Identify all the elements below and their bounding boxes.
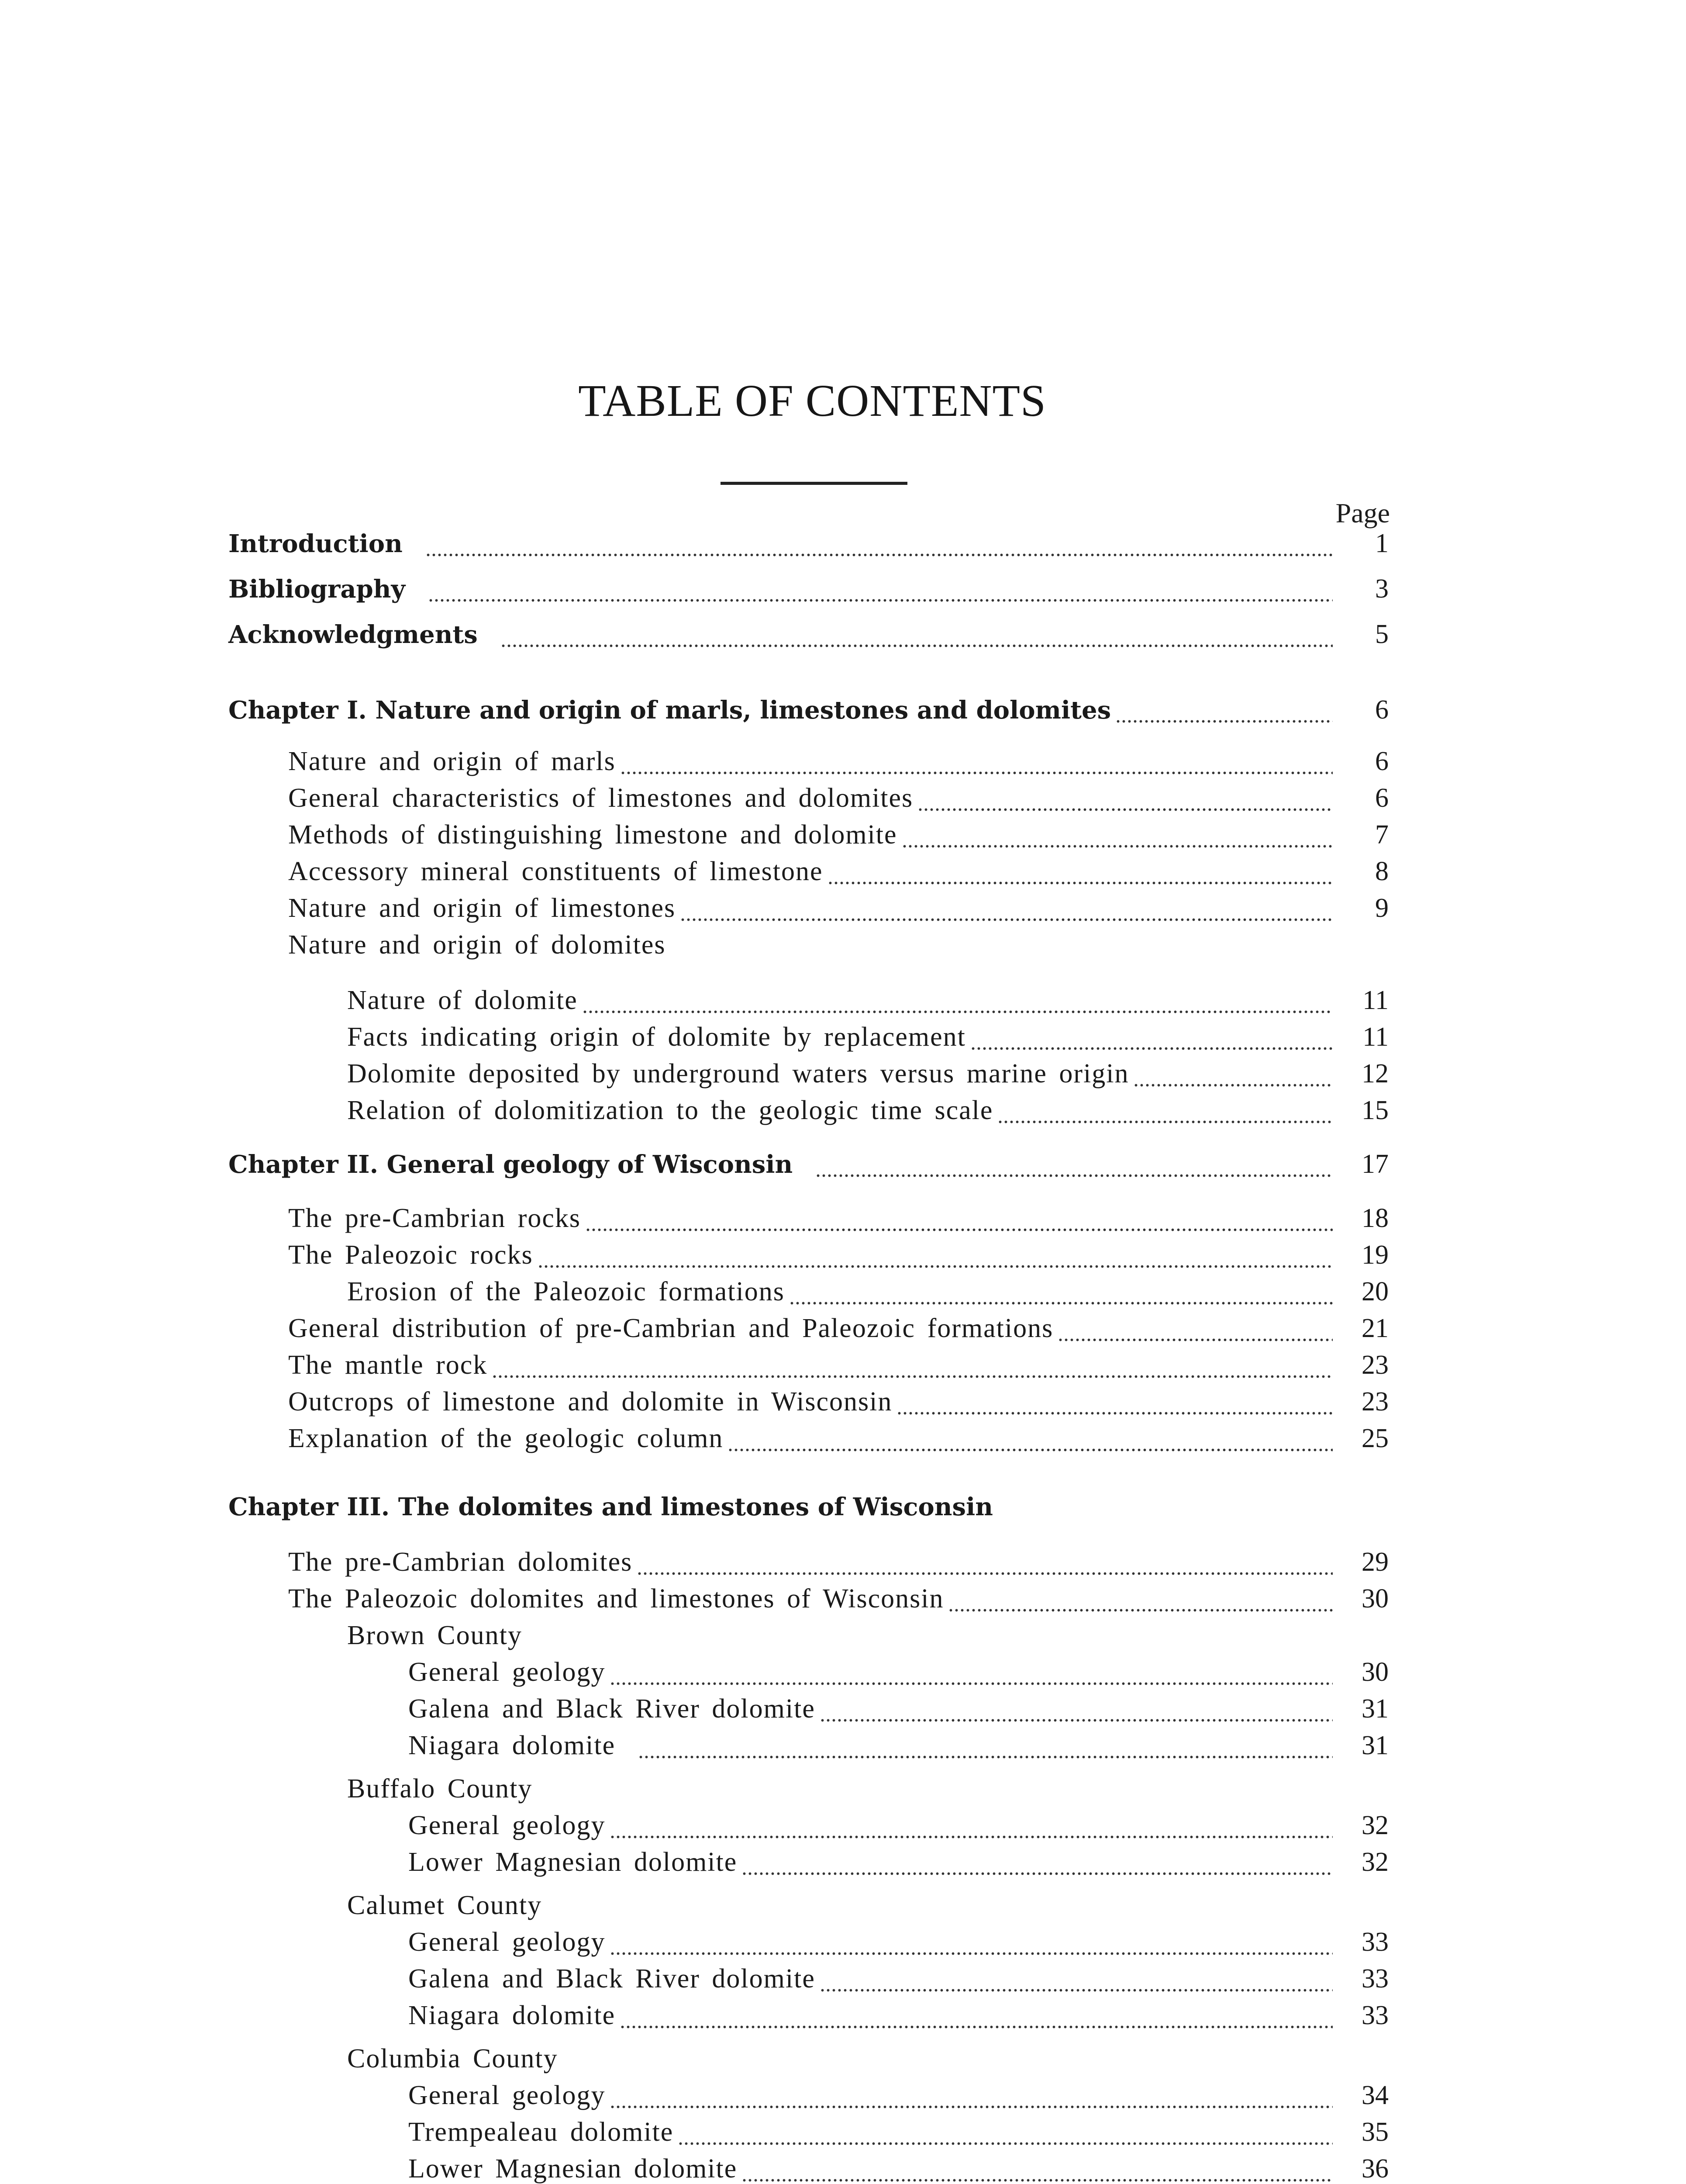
toc-entry-label: Accessory mineral constituents of limestone: [288, 857, 823, 886]
toc-entry-page-number: 3: [1375, 574, 1389, 604]
toc-entry: [408, 1844, 1389, 1880]
toc-entry-label: Buffalo County: [347, 1774, 533, 1804]
toc-entry-page-number: 18: [1362, 1203, 1389, 1233]
toc-entry-label: Calumet County: [347, 1890, 542, 1920]
dot-leader: [997, 1119, 1333, 1129]
toc-entry-label: The pre-Cambrian dolomites: [288, 1547, 633, 1577]
toc-entry-label: Niagara dolomite: [408, 2001, 616, 2030]
toc-entry-label: Nature and origin of marls: [288, 746, 616, 776]
toc-entry-label: General distribution of pre-Cambrian and Paleozoic formations: [288, 1313, 1054, 1343]
dot-leader: [741, 2177, 1333, 2184]
toc-entry-label: Chapter III. The dolomites and limestones of Wisconsin: [228, 1493, 993, 1521]
dot-leader: [638, 1754, 1333, 1764]
toc-entry-page-number: 6: [1375, 783, 1389, 813]
toc-entry-label: Facts indicating origin of dolomite by replacement: [347, 1022, 966, 1052]
toc-entry-page-number: 31: [1362, 1731, 1389, 1760]
toc-entry-page-number: 32: [1362, 1811, 1389, 1840]
dot-leader: [610, 2104, 1333, 2114]
toc-entry: [288, 1383, 1389, 1420]
toc-entry: [347, 1092, 1389, 1129]
toc-entry-page-number: 23: [1362, 1387, 1389, 1417]
dot-leader: [500, 643, 1333, 653]
dot-leader: [1058, 1337, 1333, 1347]
toc-entry: [288, 816, 1389, 853]
toc-entry-page-number: 20: [1362, 1277, 1389, 1306]
toc-entry-label: Chapter II. General geology of Wisconsin: [228, 1150, 793, 1179]
dot-leader: [820, 1717, 1333, 1727]
toc-entry-label: Nature of dolomite: [347, 985, 578, 1015]
toc-entry-label: Galena and Black River dolomite: [408, 1964, 815, 1994]
toc-entry: [347, 1887, 1389, 1924]
toc-entry: [288, 1544, 1389, 1580]
toc-entry-page-number: 7: [1375, 820, 1389, 850]
dot-leader: [428, 598, 1333, 607]
toc-entry-label: Relation of dolomitization to the geologic time scale: [347, 1095, 993, 1125]
dot-leader: [680, 917, 1333, 926]
dot-leader: [585, 1227, 1333, 1237]
toc-entry-label: Outcrops of limestone and dolomite in Wisconsin: [288, 1387, 893, 1417]
toc-entry: [288, 1200, 1389, 1237]
toc-entry: [408, 1690, 1389, 1727]
dot-leader: [727, 1447, 1333, 1457]
toc-entry: [288, 1580, 1389, 1617]
toc-entry-page-number: 33: [1362, 1927, 1389, 1957]
toc-entry-label: Introduction: [228, 529, 403, 558]
toc-entry: [288, 1420, 1389, 1457]
dot-leader: [789, 1300, 1333, 1310]
toc-entry: [288, 1237, 1389, 1273]
toc-entry-page-number: 6: [1375, 695, 1389, 725]
dot-leader: [582, 1009, 1333, 1019]
toc-entry: [228, 616, 1389, 653]
dot-leader: [815, 1173, 1333, 1182]
toc-entry: [288, 1347, 1389, 1383]
toc-entry: [347, 2040, 1389, 2077]
toc-entry: [347, 1019, 1389, 1055]
toc-entry-label: General characteristics of limestones and dolomites: [288, 783, 914, 813]
toc-entry-label: Nature and origin of limestones: [288, 893, 676, 923]
toc-entry-page-number: 32: [1362, 1847, 1389, 1877]
toc-entry-label: Bibliography: [228, 575, 406, 604]
toc-entry-label: General geology: [408, 1811, 606, 1840]
toc-entry: [347, 1770, 1389, 1807]
toc-entry-label: Methods of distinguishing limestone and dolomite: [288, 820, 897, 850]
toc-entry-label: Chapter I. Nature and origin of marls, limestones and dolomites: [228, 696, 1111, 725]
toc-entry-page-number: 23: [1362, 1350, 1389, 1380]
toc-entry-label: General geology: [408, 2080, 606, 2110]
dot-leader: [1115, 719, 1333, 728]
toc-entry-page-number: 33: [1362, 2001, 1389, 2030]
toc-entry-label: The mantle rock: [288, 1350, 488, 1380]
toc-entry: [288, 743, 1389, 780]
dot-leader: [637, 1571, 1333, 1580]
toc-entry-label: The pre-Cambrian rocks: [288, 1203, 581, 1233]
toc-entry: [288, 1310, 1389, 1347]
toc-entry: [228, 570, 1389, 607]
toc-entry: [228, 691, 1389, 728]
toc-entry-label: Explanation of the geologic column: [288, 1424, 724, 1453]
dot-leader: [610, 1951, 1333, 1960]
dot-leader: [896, 1410, 1333, 1420]
toc-entry-label: Dolomite deposited by underground waters versus marine origin: [347, 1059, 1129, 1089]
toc-entry: [347, 982, 1389, 1019]
toc-entry-label: The Paleozoic dolomites and limestones of Wisconsin: [288, 1584, 944, 1614]
toc-entry-label: Erosion of the Paleozoic formations: [347, 1277, 785, 1306]
toc-entry-label: Nature and origin of dolomites: [288, 930, 666, 960]
toc-entry: [347, 1273, 1389, 1310]
toc-entry: [408, 2150, 1389, 2184]
toc-entry-page-number: 19: [1362, 1240, 1389, 1270]
toc-entry-label: Lower Magnesian dolomite: [408, 1847, 738, 1877]
toc-entry-page-number: 30: [1362, 1584, 1389, 1614]
page-column-header: Page: [1335, 498, 1390, 529]
dot-leader: [538, 1264, 1333, 1273]
toc-entry-page-number: 33: [1362, 1964, 1389, 1994]
toc-entry-page-number: 30: [1362, 1657, 1389, 1687]
dot-leader: [902, 843, 1333, 853]
dot-leader: [620, 2024, 1333, 2034]
toc-entry: [408, 1924, 1389, 1960]
toc-entry-page-number: 31: [1362, 1694, 1389, 1724]
toc-entry-page-number: 17: [1362, 1149, 1389, 1179]
toc-entry: [408, 1997, 1389, 2034]
dot-leader: [948, 1607, 1333, 1617]
toc-entry: [408, 1654, 1389, 1690]
toc-entry-label: Acknowledgments: [228, 620, 478, 649]
toc-entry-page-number: 36: [1362, 2154, 1389, 2184]
page-title: TABLE OF CONTENTS: [578, 376, 1046, 426]
toc-entry-page-number: 5: [1375, 619, 1389, 649]
toc-entry: [288, 780, 1389, 816]
dot-leader: [970, 1046, 1333, 1055]
toc-entry-label: Columbia County: [347, 2044, 558, 2073]
toc-entry-label: Niagara dolomite: [408, 1731, 616, 1760]
toc-entry-page-number: 35: [1362, 2117, 1389, 2147]
toc-entry: [228, 1489, 1389, 1525]
toc-entry: [408, 2077, 1389, 2114]
dot-leader: [678, 2141, 1333, 2150]
toc-entry: [408, 2114, 1389, 2150]
dot-leader: [620, 770, 1333, 780]
toc-entry-page-number: 9: [1375, 893, 1389, 923]
toc-entry-label: General geology: [408, 1657, 606, 1687]
toc-entry-label: The Paleozoic rocks: [288, 1240, 533, 1270]
toc-entry: [228, 525, 1389, 562]
toc-entry-page-number: 6: [1375, 746, 1389, 776]
toc-entry-label: Trempealeau dolomite: [408, 2117, 674, 2147]
toc-entry-page-number: 1: [1375, 529, 1389, 558]
dot-leader: [610, 1681, 1333, 1690]
toc-entry: [288, 853, 1389, 890]
toc-entry: [408, 1960, 1389, 1997]
toc-entry: [288, 926, 1389, 963]
dot-leader: [610, 1834, 1333, 1844]
toc-entry-page-number: 11: [1362, 1022, 1389, 1052]
toc-entry: [228, 1146, 1389, 1182]
toc-entry-label: Galena and Black River dolomite: [408, 1694, 815, 1724]
dot-leader: [1133, 1082, 1333, 1092]
toc-entry: [408, 1807, 1389, 1844]
toc-entry: [408, 1727, 1389, 1764]
toc-entry-label: General geology: [408, 1927, 606, 1957]
dot-leader: [917, 807, 1333, 816]
dot-leader: [492, 1374, 1333, 1383]
toc-entry-page-number: 8: [1375, 857, 1389, 886]
toc-entry-label: Brown County: [347, 1621, 522, 1650]
toc-entry: [288, 890, 1389, 926]
dot-leader: [425, 552, 1333, 562]
toc-entry-page-number: 34: [1362, 2080, 1389, 2110]
toc-entry-page-number: 15: [1362, 1095, 1389, 1125]
toc-entry-page-number: 21: [1362, 1313, 1389, 1343]
toc-entry-page-number: 29: [1362, 1547, 1389, 1577]
toc-entry-page-number: 11: [1362, 985, 1389, 1015]
dot-leader: [820, 1987, 1333, 1997]
dot-leader: [741, 1871, 1333, 1880]
toc-entry-label: Lower Magnesian dolomite: [408, 2154, 738, 2184]
toc-entry: [347, 1617, 1389, 1654]
toc-entry: [347, 1055, 1389, 1092]
toc-entry-page-number: 25: [1362, 1424, 1389, 1453]
dot-leader: [827, 880, 1333, 890]
toc-entry-page-number: 12: [1362, 1059, 1389, 1089]
